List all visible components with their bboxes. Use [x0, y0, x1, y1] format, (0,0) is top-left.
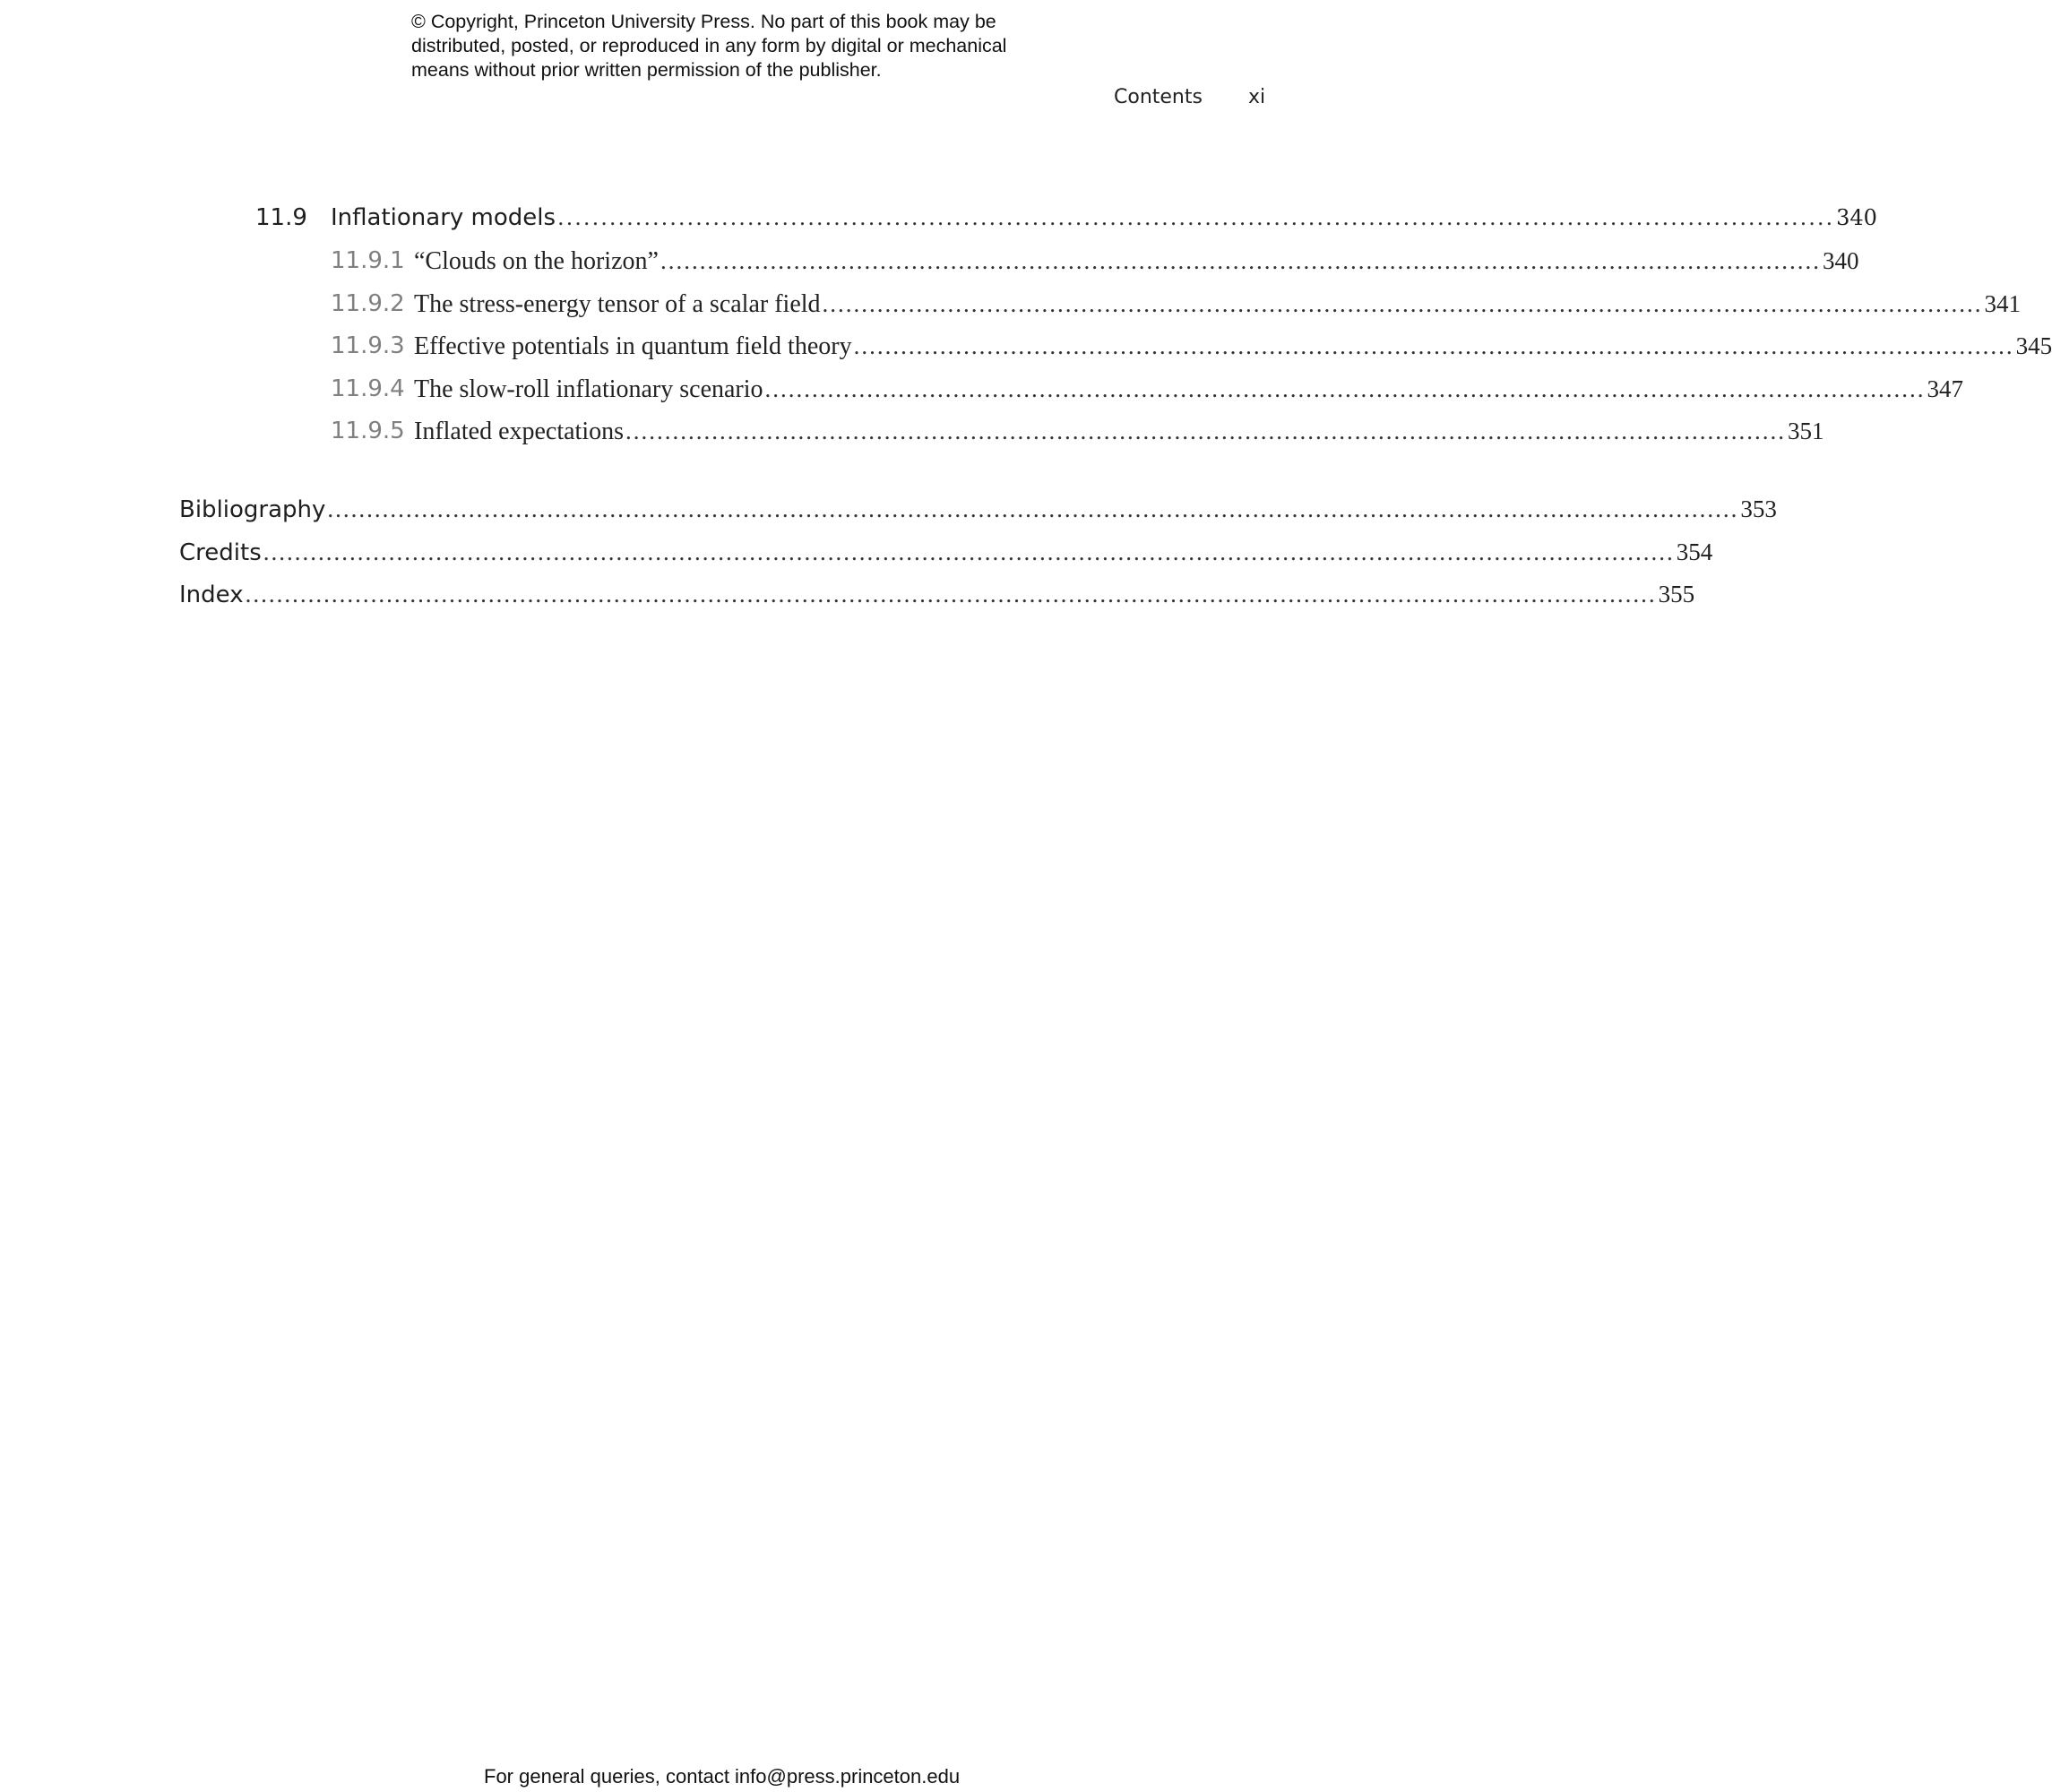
toc-subsection-entry[interactable]: [331, 332, 2052, 363]
toc-back-matter-title: Index: [179, 582, 244, 608]
toc-page-number: 341: [1984, 290, 2022, 317]
toc-subsection-number: 11.9.4: [331, 375, 405, 402]
toc-leader-dots: ....................................................................................................................................................: [853, 332, 2014, 359]
toc-leader-dots: ....................................................................................................................................................: [764, 375, 1926, 402]
toc-leader-dots: ....................................................................................................................................................: [822, 290, 1983, 317]
toc-leader-dots: ....................................................................................................................................................................................: [263, 538, 1675, 565]
toc-leader-dots: ....................................................................................................................................................................................: [327, 495, 1739, 522]
toc-subsection-title: Inflated expectations: [414, 418, 625, 445]
toc-leader-dots: ....................................................................................................................................................: [660, 247, 1821, 274]
toc-subsection-title: The slow-roll inflationary scenario: [414, 375, 763, 403]
running-head-page-number: xi: [1248, 86, 1266, 108]
footer-contact: For general queries, contact info@press.princeton.edu: [484, 1765, 961, 1788]
copyright-line: © Copyright, Princeton University Press. No part of this book may be: [411, 11, 996, 32]
copyright-notice: [411, 10, 1074, 82]
running-head-title: Contents: [1114, 86, 1203, 108]
toc-leader-dots: ....................................................................................................................................................: [625, 418, 1787, 444]
toc-back-matter-entry[interactable]: [179, 538, 1713, 569]
toc-subsection-entry[interactable]: [331, 375, 1964, 406]
toc-subsection-number: 11.9.1: [331, 247, 405, 274]
toc-back-matter-title: Credits: [179, 539, 262, 566]
toc-subsection-entry[interactable]: [331, 290, 2022, 321]
copyright-line: distributed, posted, or reproduced in any form by digital or mechanical: [411, 35, 1007, 56]
toc-subsection-title: The stress-energy tensor of a scalar field: [414, 290, 821, 318]
toc-page-number: 345: [2015, 332, 2052, 359]
copyright-line: means without prior written permission of the publisher.: [411, 59, 882, 81]
toc-subsection-entry[interactable]: [331, 247, 1859, 278]
toc-subsection-number: 11.9.3: [331, 332, 405, 359]
toc-page-number: 340: [1836, 205, 1877, 230]
toc-section-number: 11.9: [255, 204, 307, 231]
toc-subsection-entry[interactable]: [331, 418, 1824, 448]
toc-section-entry[interactable]: [255, 204, 1877, 235]
toc-subsection-title: Effective potentials in quantum field theory: [414, 332, 852, 360]
toc-subsection-number: 11.9.2: [331, 290, 405, 317]
toc-page-number: 353: [1740, 495, 1777, 522]
toc-subsection-title: “Clouds on the horizon”: [414, 247, 659, 275]
toc-page-number: 347: [1927, 375, 1964, 402]
toc-back-matter-entry[interactable]: [179, 581, 1695, 611]
toc-subsection-number: 11.9.5: [331, 418, 405, 444]
toc-page-number: 340: [1822, 247, 1859, 274]
toc-page-number: 355: [1658, 581, 1695, 607]
toc-back-matter-title: Bibliography: [179, 496, 326, 523]
toc-page-number: 354: [1676, 538, 1713, 565]
toc-section-title: Inflationary models: [331, 204, 556, 231]
toc-page-number: 351: [1788, 418, 1824, 444]
toc-back-matter-entry[interactable]: [179, 495, 1777, 526]
toc-leader-dots: ....................................................................................................................................................: [557, 205, 1835, 230]
toc-leader-dots: ....................................................................................................................................................................................: [245, 581, 1657, 607]
